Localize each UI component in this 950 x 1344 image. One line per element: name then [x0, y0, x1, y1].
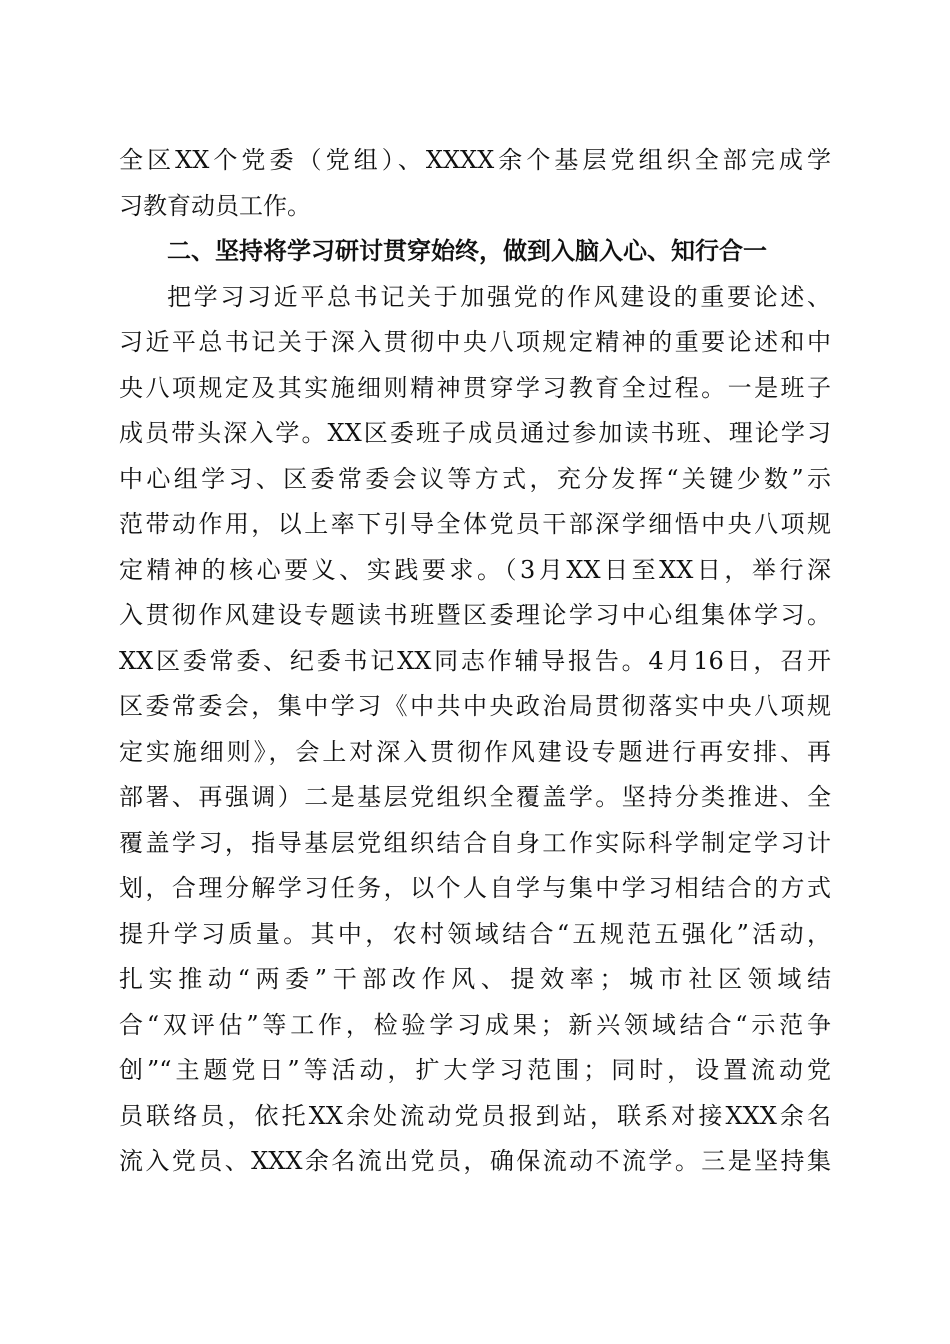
- body-line: 央八项规定及其实施细则精神贯穿学习教育全过程。一是班子: [119, 373, 831, 402]
- body-line: 部署、再强调）二是基层党组织全覆盖学。坚持分类推进、全: [119, 783, 831, 811]
- body-line: 合“双评估”等工作，检验学习成果；新兴领域结合“示范争: [119, 1010, 831, 1039]
- body-line: XX区委常委、纪委书记XX同志作辅导报告。4月16日，召开: [119, 646, 831, 675]
- document-body: [119, 138, 831, 1185]
- body-line: 扎实推动“两委”干部改作风、提效率；城市社区领域结: [119, 965, 831, 993]
- body-line: 习教育动员工作。: [119, 191, 311, 220]
- body-line: 定实施细则》，会上对深入贯彻作风建设专题进行再安排、再: [119, 737, 831, 766]
- section-heading: 二、坚持将学习研讨贯穿始终，做到入脑入心、知行合一: [167, 237, 767, 265]
- body-line: 流入党员、XXX余名流出党员，确保流动不流学。三是坚持集: [119, 1147, 831, 1175]
- body-line: 成员带头深入学。XX区委班子成员通过参加读书班、理论学习: [119, 419, 831, 447]
- body-line: 提升学习质量。其中，农村领域结合“五规范五强化”活动，: [119, 919, 831, 948]
- body-line: 定精神的核心要义、实践要求。（3月XX日至XX日，举行深: [119, 555, 831, 584]
- body-line: 全区XX个党委（党组）、XXXX余个基层党组织全部完成学: [119, 146, 831, 174]
- body-line: 创”“主题党日”等活动，扩大学习范围；同时，设置流动党: [119, 1056, 831, 1084]
- body-line: 中心组学习、区委常委会议等方式，充分发挥“关键少数”示: [119, 464, 831, 493]
- body-line: 入贯彻作风建设专题读书班暨区委理论学习中心组集体学习。: [119, 601, 831, 629]
- paragraph-first-line: 把学习习近平总书记关于加强党的作风建设的重要论述、: [167, 282, 831, 311]
- body-line: 习近平总书记关于深入贯彻中央八项规定精神的重要论述和中: [119, 328, 831, 356]
- body-line: 范带动作用，以上率下引导全体党员干部深学细悟中央八项规: [119, 510, 831, 538]
- body-line: 划，合理分解学习任务，以个人自学与集中学习相结合的方式: [119, 874, 831, 902]
- body-line: 员联络员，依托XX余处流动党员报到站，联系对接XXX余名: [119, 1101, 831, 1130]
- body-line: 区委常委会，集中学习《中共中央政治局贯彻落实中央八项规: [119, 692, 831, 720]
- body-line: 覆盖学习，指导基层党组织结合自身工作实际科学制定学习计: [119, 828, 831, 857]
